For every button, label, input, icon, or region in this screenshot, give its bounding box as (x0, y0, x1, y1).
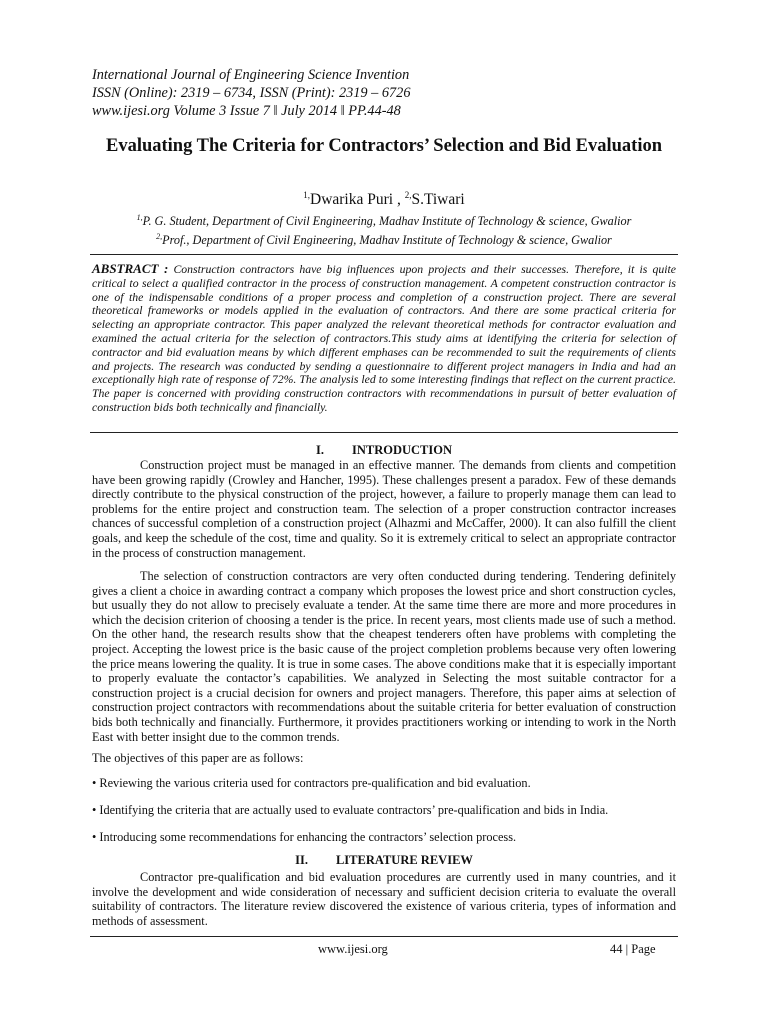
journal-volume: www.ijesi.org Volume 3 Issue 7 ǁ July 2014 ǁ PP.44-48 (92, 103, 401, 119)
affiliation-1-sup: 1, (136, 213, 143, 222)
abstract-bottom-rule (90, 432, 678, 433)
section-2-heading (92, 853, 676, 868)
journal-name: International Journal of Engineering Science Invention (92, 67, 410, 83)
abstract-top-rule (90, 254, 678, 255)
section-1-number: I. (315, 443, 324, 457)
footer-page-number: 44 | Page (610, 942, 656, 956)
author-1-sup: 1, (303, 190, 310, 200)
section-2-title: LITERATURE REVIEW (335, 853, 473, 867)
journal-issn: ISSN (Online): 2319 – 6734, ISSN (Print): 2319 – 6726 (92, 85, 411, 101)
objective-bullet-3: • Introducing some recommendations for enhancing the contractors’ selection process. (92, 830, 517, 844)
affiliation-2 (90, 229, 678, 248)
abstract-label: ABSTRACT : (92, 261, 169, 276)
author-line (90, 190, 678, 209)
footer-rule (90, 936, 678, 937)
author-2-sup: 2, (404, 190, 412, 200)
affiliation-1-text: P. G. Student, Department of Civil Engineering, Madhav Institute of Technology & science, Gwalior (142, 214, 632, 229)
author-2-name: S.Tiwari (411, 191, 465, 209)
author-1-name: Dwarika Puri , (310, 191, 401, 209)
affiliation-2-sup: 2, (156, 232, 163, 242)
paper-title: Evaluating The Criteria for Contractors’ Selection and Bid Evaluation (105, 136, 663, 156)
section-2-number: II. (295, 853, 308, 867)
footer-url: www.ijesi.org (318, 942, 388, 956)
objectives-intro: The objectives of this paper are as follows: (92, 751, 304, 765)
intro-paragraph-1: Construction project must be managed in an effective manner. The demands from clients and competition have been growing rapidly (Crowley and Hancher, 1995). These challenges present a paradox. Few of these demands directly contribute to the physical construction of the project, however, a failure to properly manage them can lead to problems for the entire project and construction team. The selection of a proper construction contractor increases chances of successful completion of a construction project (Alhazmi and McCaffer, 2000). It can also fulfill the client goals, and keep the schedule of the cost, time and quality. So it is extremely critical to select an appropriate contractor in the process of construction management. (92, 458, 676, 560)
objective-bullet-2: • Identifying the criteria that are actually used to evaluate contractors’ pre-qualification and bids in India. (92, 803, 609, 817)
objective-bullet-1: • Reviewing the various criteria used for contractors pre-qualification and bid evaluation. (92, 776, 531, 790)
affiliations (90, 210, 678, 248)
journal-header (92, 66, 692, 120)
abstract (92, 262, 676, 415)
section-1-title: INTRODUCTION (351, 443, 452, 457)
affiliation-2-text: Prof., Department of Civil Engineering, Madhav Institute of Technology & science, Gwalior (162, 233, 612, 248)
abstract-text: Construction contractors have big influences upon projects and their successes. Therefore, it is quite critical to select a qualified contractor in the process of construction management. A competent construction contractor is one of the indispensable conditions of a proper process and completion of a construction project. There are several theoretical frameworks or models applied in the evaluation of contractors. And there are some practical criteria for selecting an appropriate contractor. This paper analyzed the relevant theoretical methods for contractor evaluation and examined the actual criteria for the selection of contractors.This study aims at identifying the criteria for selection of contractor and bid evaluation means by which different emphases can be recommended to suit the requirements of clients and projects. The research was conducted by sending a questionnaire to different project managers in India and had an exceptionally high rate of response of 72%. The analysis led to some interesting findings that reflect on the current practice. The paper is concerned with providing construction contractors with recommendations in pursuit of better evaluation of construction bids both technically and financially. (92, 263, 677, 414)
section-1-heading (92, 443, 676, 458)
intro-paragraph-2: The selection of construction contractors are very often conducted during tendering. Tendering definitely gives a client a choice in awarding contract a company which proposes the lowest price and short construction cycles, but usually they do not allow to precisely evaluate a tender. At the same time there are more and more procedures in which the decision criterion of choosing a tender is the price. In recent years, most clients made use of such a method. On the other hand, the research results show that the cheapest tenderers often have problems with completing the project. Accepting the lowest price is the basic cause of the project completion problems because very often lowering the price means lowering the quality. It is true in some cases. The above conditions make that it is especially important to properly evaluate the contactor’s capabilities. We analyzed in Selecting the most suitable contractor for a construction project is a crucial decision for owners and project managers. Therefore, this paper aims at selection of construction project contractors with recommendations about the suitable criteria for better evaluation of construction bids both technically and financially. Furthermore, it provides practitioners working or intending to work in the North East with better insight due to the common trends. (92, 569, 676, 744)
literature-paragraph-1: Contractor pre-qualification and bid evaluation procedures are currently used in many countries, and it involve the development and wide consideration of necessary and sufficient decision criteria to evaluate the overall suitability of contractors. The literature review discovered the existence of various criteria, types of information and methods of assessment. (92, 870, 676, 928)
affiliation-1 (90, 210, 678, 229)
